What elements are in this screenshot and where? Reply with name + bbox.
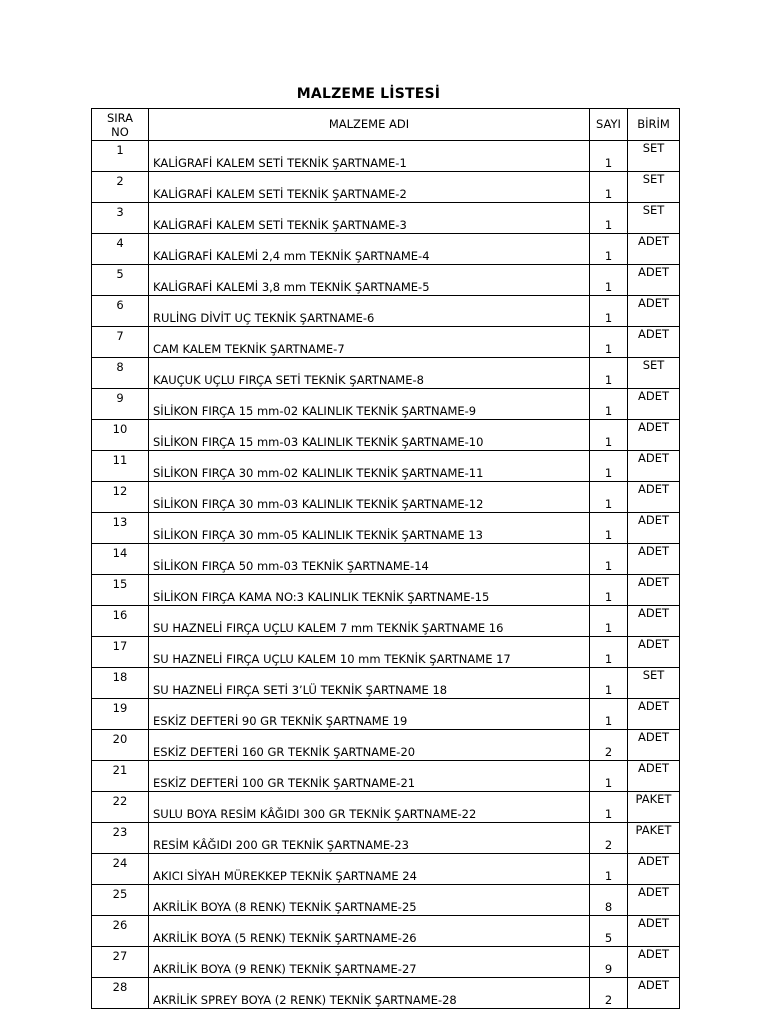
row-number: 13: [92, 513, 149, 544]
material-name: SU HAZNELİ FIRÇA UÇLU KALEM 7 mm TEKNİK ŞARTNAME 16: [149, 606, 590, 637]
material-name: ESKİZ DEFTERİ 160 GR TEKNİK ŞARTNAME-20: [149, 730, 590, 761]
table-row: [92, 978, 680, 1009]
table-row: [92, 916, 680, 947]
column-header-unit: BİRİM: [628, 109, 680, 141]
material-name: ESKİZ DEFTERİ 100 GR TEKNİK ŞARTNAME-21: [149, 761, 590, 792]
material-name: SİLİKON FIRÇA 15 mm-02 KALINLIK TEKNİK ŞARTNAME-9: [149, 389, 590, 420]
row-number: 20: [92, 730, 149, 761]
material-name: KAUÇUK UÇLU FIRÇA SETİ TEKNİK ŞARTNAME-8: [149, 358, 590, 389]
column-header-no-line1: SIRA: [106, 110, 134, 125]
table-row: [92, 947, 680, 978]
unit: ADET: [628, 978, 680, 1009]
unit: ADET: [628, 854, 680, 885]
row-number: 26: [92, 916, 149, 947]
table-row: [92, 327, 680, 358]
table-row: [92, 668, 680, 699]
material-name: SU HAZNELİ FIRÇA SETİ 3’LÜ TEKNİK ŞARTNAME 18: [149, 668, 590, 699]
unit: ADET: [628, 575, 680, 606]
quantity: 1: [590, 854, 628, 885]
row-number: 21: [92, 761, 149, 792]
unit: ADET: [628, 699, 680, 730]
quantity: 1: [590, 513, 628, 544]
quantity: 8: [590, 885, 628, 916]
unit: ADET: [628, 420, 680, 451]
table-row: [92, 265, 680, 296]
material-name: KALİGRAFİ KALEMİ 2,4 mm TEKNİK ŞARTNAME-4: [149, 234, 590, 265]
material-name: AKRİLİK BOYA (8 RENK) TEKNİK ŞARTNAME-25: [149, 885, 590, 916]
unit: ADET: [628, 265, 680, 296]
unit: ADET: [628, 389, 680, 420]
table-row: [92, 761, 680, 792]
material-name: SİLİKON FIRÇA 30 mm-03 KALINLIK TEKNİK ŞARTNAME-12: [149, 482, 590, 513]
quantity: 1: [590, 544, 628, 575]
column-header-name: MALZEME ADI: [149, 109, 590, 141]
row-number: 22: [92, 792, 149, 823]
unit: ADET: [628, 513, 680, 544]
table-row: [92, 792, 680, 823]
unit: SET: [628, 358, 680, 389]
table-row: [92, 141, 680, 172]
quantity: 1: [590, 327, 628, 358]
row-number: 11: [92, 451, 149, 482]
unit: ADET: [628, 544, 680, 575]
material-name: ESKİZ DEFTERİ 90 GR TEKNİK ŞARTNAME 19: [149, 699, 590, 730]
unit: SET: [628, 203, 680, 234]
unit: ADET: [628, 730, 680, 761]
quantity: 2: [590, 730, 628, 761]
unit: PAKET: [628, 823, 680, 854]
material-name: RESİM KÂĞIDI 200 GR TEKNİK ŞARTNAME-23: [149, 823, 590, 854]
quantity: 1: [590, 203, 628, 234]
quantity: 1: [590, 141, 628, 172]
row-number: 7: [92, 327, 149, 358]
quantity: 1: [590, 606, 628, 637]
quantity: 5: [590, 916, 628, 947]
material-name: SULU BOYA RESİM KÂĞIDI 300 GR TEKNİK ŞARTNAME-22: [149, 792, 590, 823]
table-header-row: [92, 109, 680, 141]
row-number: 15: [92, 575, 149, 606]
material-table: [91, 108, 680, 1009]
quantity: 1: [590, 265, 628, 296]
row-number: 8: [92, 358, 149, 389]
table-row: [92, 234, 680, 265]
quantity: 1: [590, 451, 628, 482]
material-name: KALİGRAFİ KALEM SETİ TEKNİK ŞARTNAME-1: [149, 141, 590, 172]
quantity: 1: [590, 172, 628, 203]
row-number: 3: [92, 203, 149, 234]
unit: ADET: [628, 451, 680, 482]
material-name: CAM KALEM TEKNİK ŞARTNAME-7: [149, 327, 590, 358]
column-header-qty: SAYI: [590, 109, 628, 141]
row-number: 9: [92, 389, 149, 420]
table-row: [92, 885, 680, 916]
page-title: MALZEME LİSTESİ: [296, 86, 441, 102]
material-name: KALİGRAFİ KALEM SETİ TEKNİK ŞARTNAME-2: [149, 172, 590, 203]
table-row: [92, 730, 680, 761]
quantity: 1: [590, 389, 628, 420]
unit: ADET: [628, 637, 680, 668]
table-row: [92, 637, 680, 668]
table-row: [92, 482, 680, 513]
column-header-no: [92, 109, 149, 141]
unit: SET: [628, 668, 680, 699]
unit: SET: [628, 172, 680, 203]
row-number: 24: [92, 854, 149, 885]
material-name: AKRİLİK BOYA (5 RENK) TEKNİK ŞARTNAME-26: [149, 916, 590, 947]
quantity: 1: [590, 358, 628, 389]
table-row: [92, 575, 680, 606]
row-number: 14: [92, 544, 149, 575]
table-row: [92, 358, 680, 389]
quantity: 1: [590, 234, 628, 265]
table-row: [92, 203, 680, 234]
table-row: [92, 389, 680, 420]
unit: ADET: [628, 482, 680, 513]
unit: ADET: [628, 606, 680, 637]
table-row: [92, 854, 680, 885]
row-number: 23: [92, 823, 149, 854]
table-row: [92, 451, 680, 482]
quantity: 2: [590, 823, 628, 854]
quantity: 1: [590, 296, 628, 327]
row-number: 17: [92, 637, 149, 668]
unit: SET: [628, 141, 680, 172]
material-name: AKRİLİK BOYA (9 RENK) TEKNİK ŞARTNAME-27: [149, 947, 590, 978]
unit: ADET: [628, 916, 680, 947]
material-name: SİLİKON FIRÇA 30 mm-05 KALINLIK TEKNİK ŞARTNAME 13: [149, 513, 590, 544]
material-name: SİLİKON FIRÇA 50 mm-03 TEKNİK ŞARTNAME-14: [149, 544, 590, 575]
row-number: 1: [92, 141, 149, 172]
row-number: 6: [92, 296, 149, 327]
material-name: RULİNG DİVİT UÇ TEKNİK ŞARTNAME-6: [149, 296, 590, 327]
row-number: 27: [92, 947, 149, 978]
quantity: 9: [590, 947, 628, 978]
quantity: 1: [590, 420, 628, 451]
row-number: 2: [92, 172, 149, 203]
quantity: 1: [590, 482, 628, 513]
table-row: [92, 823, 680, 854]
row-number: 19: [92, 699, 149, 730]
row-number: 28: [92, 978, 149, 1009]
unit: ADET: [628, 947, 680, 978]
material-name: SİLİKON FIRÇA KAMA NO:3 KALINLIK TEKNİK ŞARTNAME-15: [149, 575, 590, 606]
unit: ADET: [628, 327, 680, 358]
table-row: [92, 513, 680, 544]
quantity: 2: [590, 978, 628, 1009]
row-number: 25: [92, 885, 149, 916]
material-name: AKRİLİK SPREY BOYA (2 RENK) TEKNİK ŞARTNAME-28: [149, 978, 590, 1009]
unit: ADET: [628, 296, 680, 327]
table-row: [92, 606, 680, 637]
material-name: KALİGRAFİ KALEMİ 3,8 mm TEKNİK ŞARTNAME-5: [149, 265, 590, 296]
quantity: 1: [590, 699, 628, 730]
quantity: 1: [590, 668, 628, 699]
row-number: 12: [92, 482, 149, 513]
row-number: 10: [92, 420, 149, 451]
unit: ADET: [628, 885, 680, 916]
table-row: [92, 296, 680, 327]
column-header-no-line2: NO: [111, 124, 129, 139]
row-number: 16: [92, 606, 149, 637]
unit: ADET: [628, 234, 680, 265]
unit: PAKET: [628, 792, 680, 823]
table-row: [92, 544, 680, 575]
material-name: SU HAZNELİ FIRÇA UÇLU KALEM 10 mm TEKNİK ŞARTNAME 17: [149, 637, 590, 668]
table-row: [92, 172, 680, 203]
quantity: 1: [590, 637, 628, 668]
quantity: 1: [590, 792, 628, 823]
table-row: [92, 420, 680, 451]
row-number: 18: [92, 668, 149, 699]
table-row: [92, 699, 680, 730]
material-name: SİLİKON FIRÇA 30 mm-02 KALINLIK TEKNİK ŞARTNAME-11: [149, 451, 590, 482]
material-name: KALİGRAFİ KALEM SETİ TEKNİK ŞARTNAME-3: [149, 203, 590, 234]
quantity: 1: [590, 575, 628, 606]
row-number: 4: [92, 234, 149, 265]
material-name: SİLİKON FIRÇA 15 mm-03 KALINLIK TEKNİK ŞARTNAME-10: [149, 420, 590, 451]
quantity: 1: [590, 761, 628, 792]
material-name: AKICI SİYAH MÜREKKEP TEKNİK ŞARTNAME 24: [149, 854, 590, 885]
row-number: 5: [92, 265, 149, 296]
unit: ADET: [628, 761, 680, 792]
